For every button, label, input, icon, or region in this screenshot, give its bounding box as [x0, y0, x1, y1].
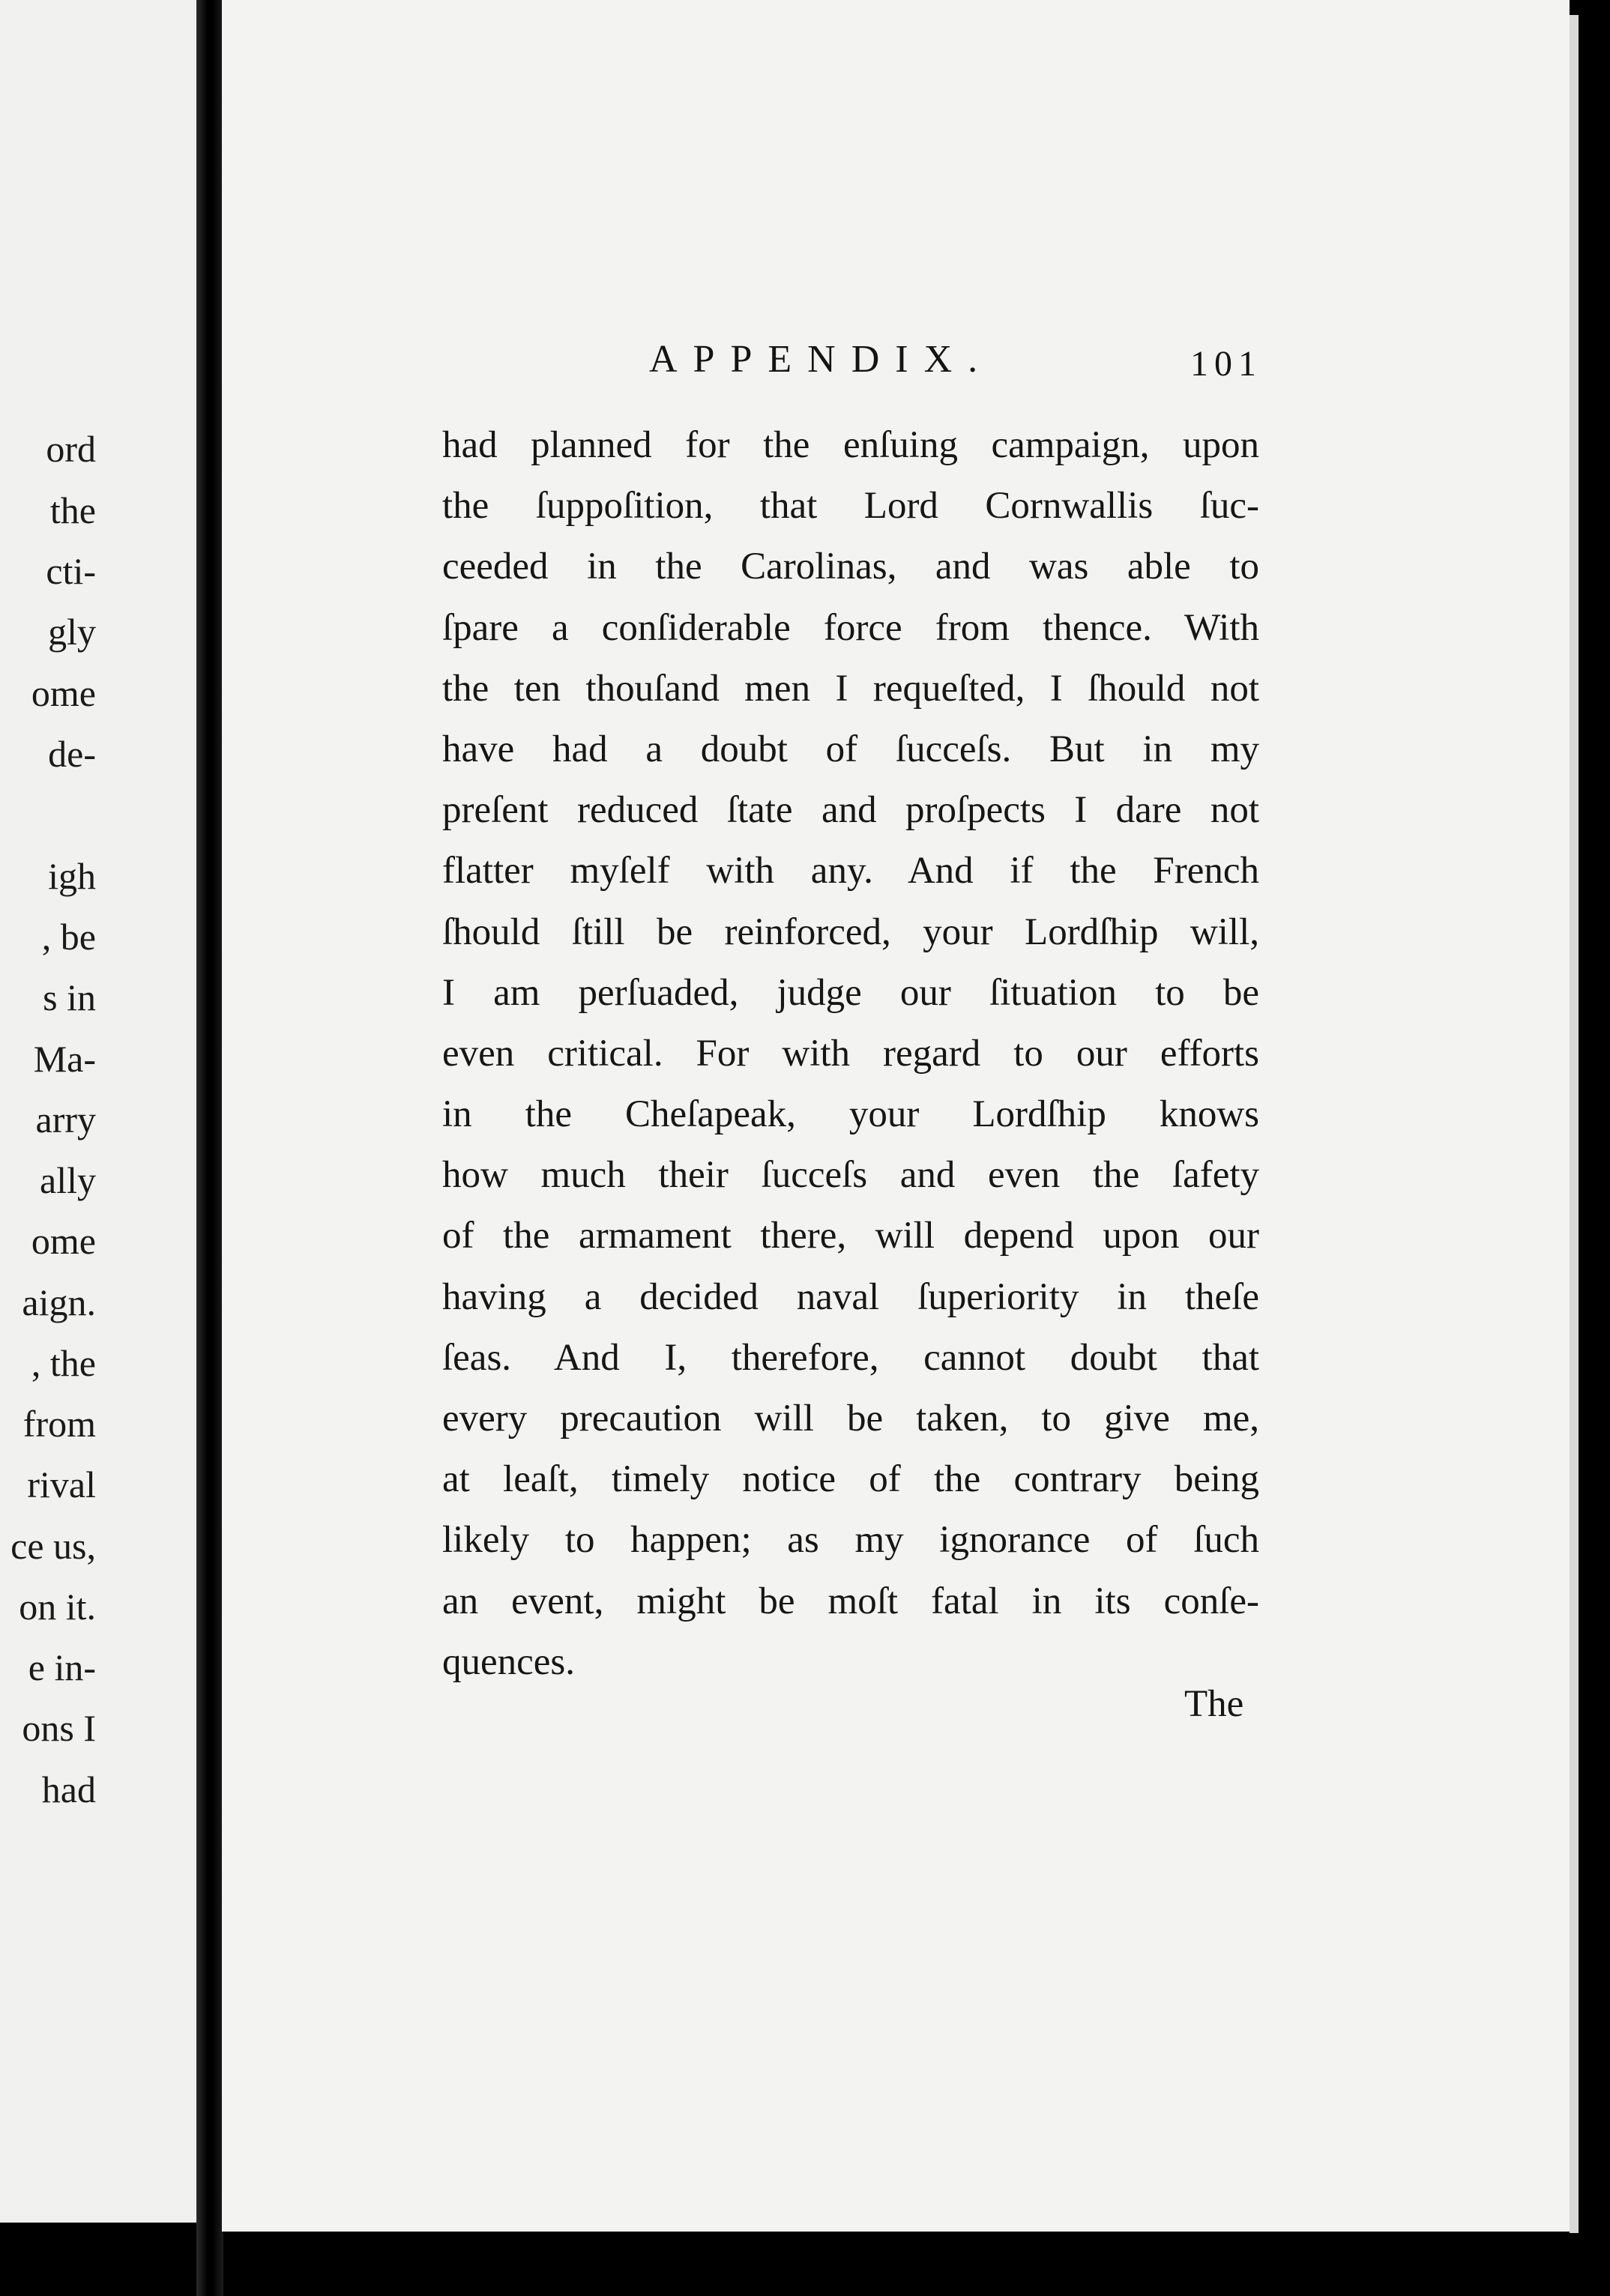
- left-margin-word: de-: [48, 733, 96, 775]
- left-margin-word: ord: [46, 428, 96, 470]
- left-margin-word: ally: [40, 1159, 96, 1201]
- book-gutter: [196, 0, 223, 2296]
- left-margin-word: had: [41, 1768, 96, 1810]
- left-margin-word: gly: [48, 611, 96, 653]
- text-line: having a decided naval ſuperiority in theſe: [442, 1275, 1259, 1318]
- text-line: quences.: [442, 1640, 576, 1683]
- text-line: flatter myſelf with any. And if the French: [442, 850, 1259, 892]
- left-margin-word: ome: [31, 672, 96, 714]
- text-line: how much their ſucceſs and even the ſafety: [442, 1154, 1259, 1197]
- left-margin-word: the: [49, 489, 96, 531]
- left-margin-word: from: [22, 1403, 96, 1445]
- left-margin-word: e in-: [28, 1646, 96, 1688]
- text-line: every precaution will be taken, to give me,: [442, 1398, 1259, 1439]
- text-line: I am perſuaded, judge our ſituation to be: [442, 971, 1259, 1014]
- text-line: ſpare a conſiderable force from thence. With: [442, 606, 1259, 649]
- page-number: 101: [1190, 344, 1262, 384]
- running-head: APPENDIX.: [649, 338, 994, 381]
- left-margin-word: ome: [31, 1220, 96, 1262]
- left-margin-word: ons I: [22, 1707, 96, 1749]
- text-line: ſhould ſtill be reinforced, your Lordſhip will,: [442, 910, 1259, 953]
- left-margin-word: Ma-: [33, 1038, 96, 1080]
- text-line: likely to happen; as my ignorance of ſuch: [442, 1519, 1259, 1562]
- left-margin-word: on it.: [19, 1586, 96, 1628]
- left-margin-word: s in: [43, 976, 96, 1018]
- left-margin-word: rival: [27, 1463, 96, 1505]
- text-line: an event, might be moſt fatal in its conſe-: [442, 1580, 1259, 1622]
- text-line: ſeas. And I, therefore, cannot doubt that: [442, 1336, 1259, 1379]
- text-line: of the armament there, will depend upon our: [442, 1215, 1259, 1257]
- text-line: at leaſt, timely notice of the contrary being: [442, 1458, 1259, 1501]
- text-line: have had a doubt of ſucceſs. But in my: [442, 728, 1259, 770]
- body-text: [442, 415, 1259, 1693]
- left-page: [0, 0, 201, 2223]
- left-margin-word: , be: [41, 916, 96, 958]
- left-margin-word: ce us,: [10, 1525, 96, 1567]
- text-line: the ten thouſand men I requeſted, I ſhould not: [442, 667, 1259, 710]
- text-line: the ſuppoſition, that Lord Cornwallis ſuc-: [442, 485, 1259, 528]
- text-line: in the Cheſapeak, your Lordſhip knows: [442, 1093, 1259, 1136]
- left-margin-word: aign.: [22, 1281, 96, 1323]
- left-margin-word: , the: [31, 1342, 96, 1384]
- text-line: ceeded in the Carolinas, and was able to: [442, 546, 1259, 588]
- text-line: even critical. For with regard to our efforts: [442, 1032, 1259, 1075]
- left-margin-word: igh: [48, 855, 96, 897]
- left-margin-word: cti-: [46, 550, 96, 592]
- catchword: The: [1184, 1683, 1244, 1725]
- left-margin-word: arry: [35, 1099, 96, 1141]
- page-edge: [1570, 15, 1579, 2233]
- text-line: preſent reduced ſtate and proſpects I dare not: [442, 789, 1259, 832]
- text-line: had planned for the enſuing campaign, upon: [442, 424, 1259, 466]
